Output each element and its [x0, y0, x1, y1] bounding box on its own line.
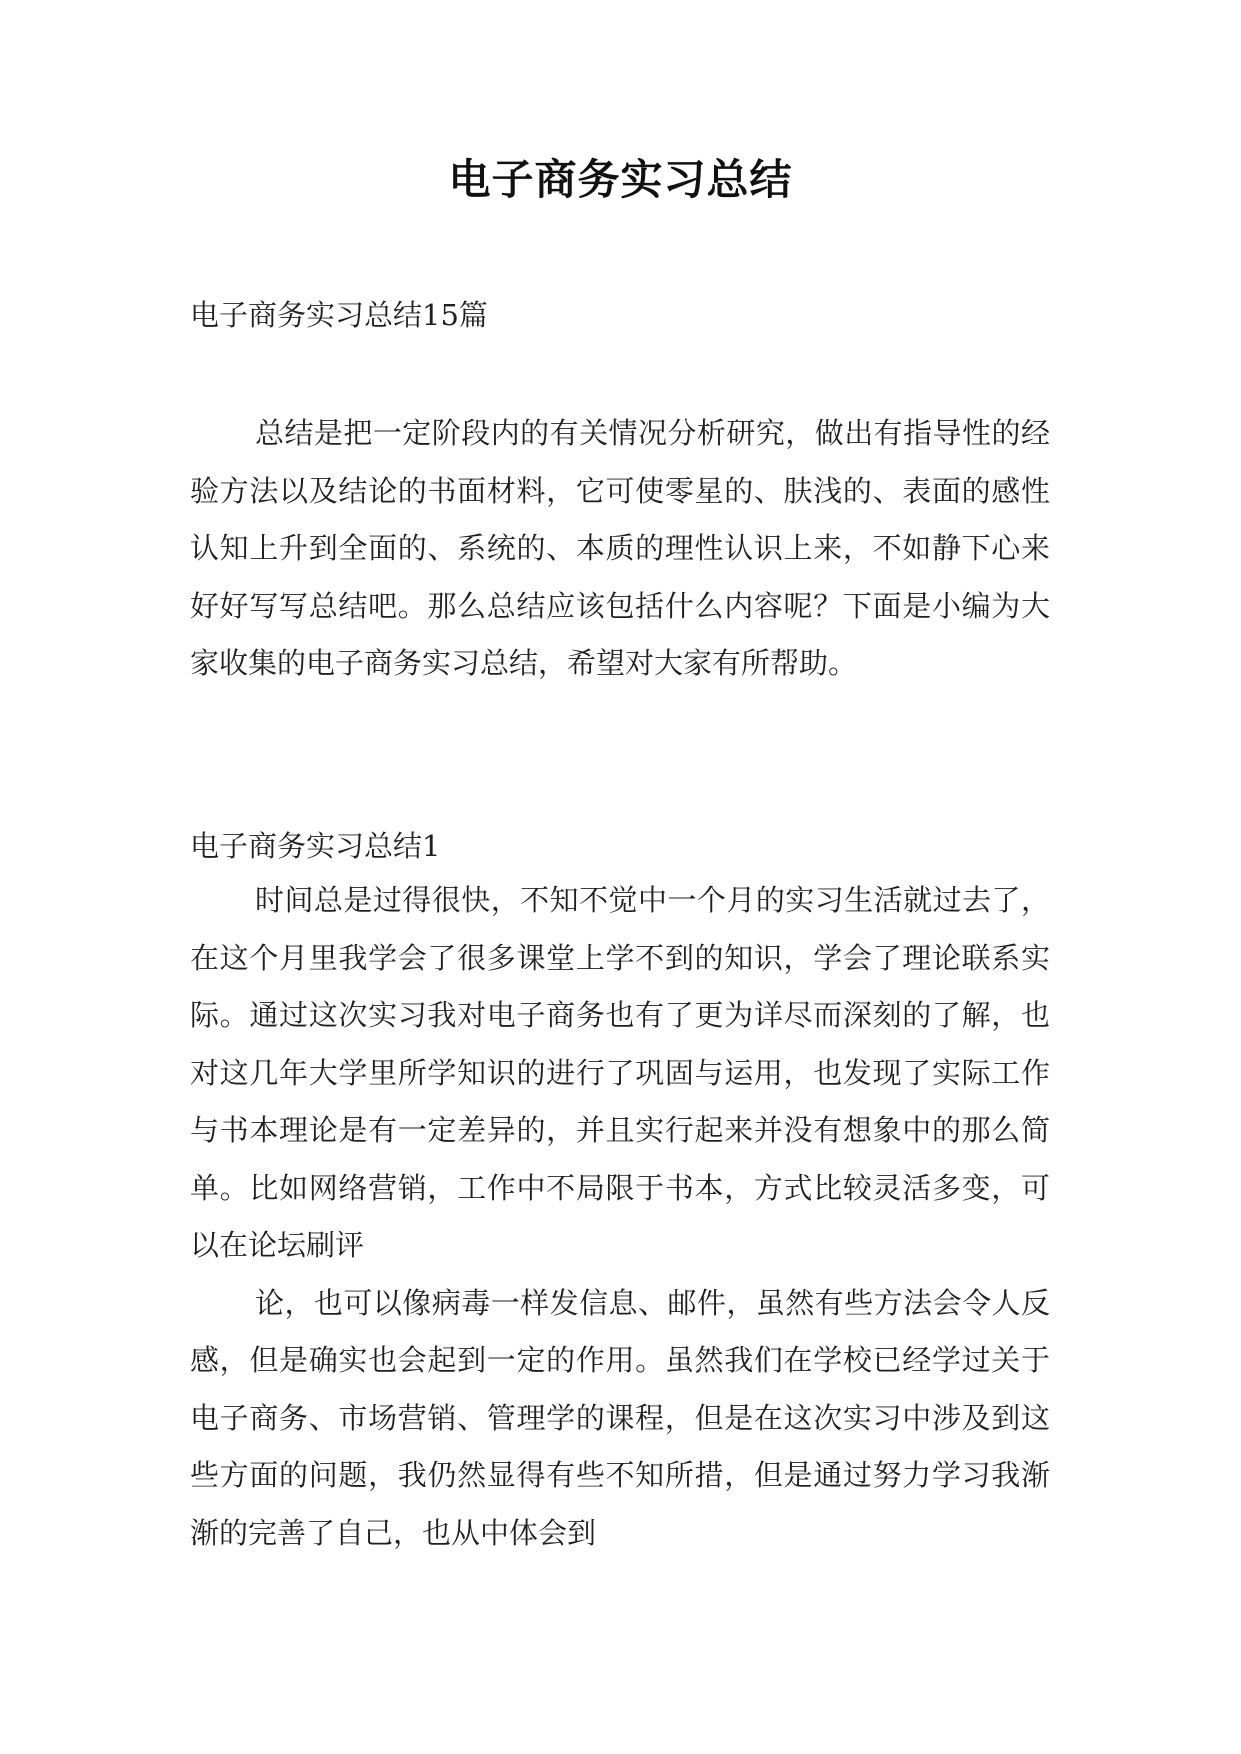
section-heading: 电子商务实习总结1 [190, 829, 441, 863]
intro-section [190, 405, 1050, 693]
document-subtitle: 电子商务实习总结15篇 [190, 298, 488, 332]
section-body [190, 872, 1050, 1562]
body-paragraph: 时间总是过得很快，不知不觉中一个月的实习生活就过去了，在这个月里我学会了很多课堂上学不到的知识，学会了理论联系实际。通过这次实习我对电子商务也有了更为详尽而深刻的了解，也对这几年大学里所学知识的进行了巩固与运用，也发现了实际工作与书本理论是有一定差异的，并且实行起来并没有想象中的那么简单。比如网络营销，工作中不局限于书本，方式比较灵活多变，可以在论坛刷评 [190, 883, 1050, 1262]
document-title: 电子商务实习总结 [448, 155, 793, 204]
intro-paragraph: 总结是把一定阶段内的有关情况分析研究，做出有指导性的经验方法以及结论的书面材料，它可使零星的、肤浅的、表面的感性认知上升到全面的、系统的、本质的理性认识上来，不如静下心来好好写写总结吧。那么总结应该包括什么内容呢？下面是小编为大家收集的电子商务实习总结，希望对大家有所帮助。 [190, 416, 1050, 680]
body-paragraph: 论，也可以像病毒一样发信息、邮件，虽然有些方法会令人反感，但是确实也会起到一定的作用。虽然我们在学校已经学过关于电子商务、市场营销、管理学的课程，但是在这次实习中涉及到这些方面的问题，我仍然显得有些不知所措，但是通过努力学习我渐渐的完善了自己，也从中体会到 [190, 1285, 1050, 1550]
